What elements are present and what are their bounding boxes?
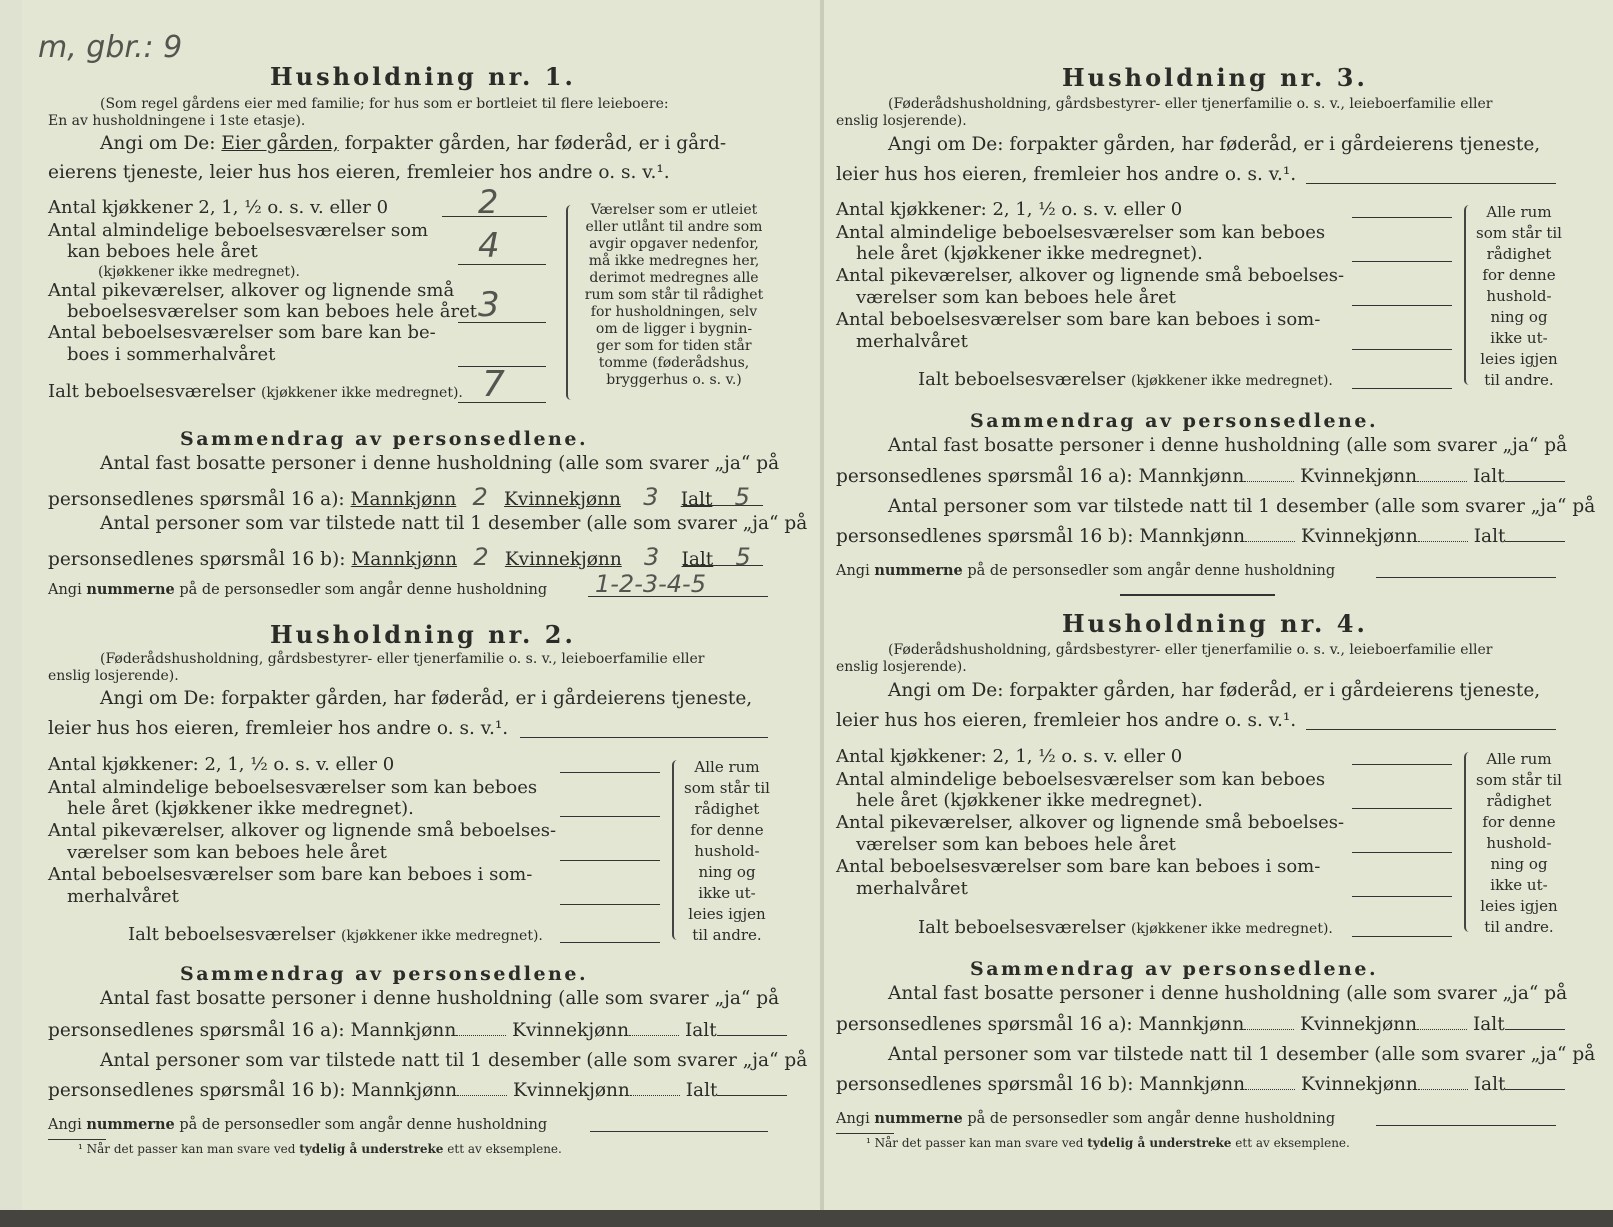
h2-side-brace — [672, 760, 682, 940]
side-line: leies igjen — [688, 905, 766, 923]
footnote-rule-left — [48, 1139, 106, 1140]
household-4-angi-line-2: leier hus hos eieren, fremleier hos andre o. s. v.¹. — [836, 710, 1297, 731]
household-2-title: Husholdning nr. 2. — [270, 620, 576, 649]
side-line: hushold- — [694, 842, 760, 860]
h1-summary-16a-line-2 — [48, 483, 766, 511]
h1-rooms-label-3: (kjøkkener ikke medregnet). — [98, 264, 300, 280]
h2-summer-rooms-label-1: Antal beboelsesværelser som bare kan beboes i som- — [48, 864, 533, 885]
footnote-text: Når det passer kan man svare ved — [86, 1142, 296, 1156]
side-line: rum som står til rådighet — [584, 287, 764, 303]
side-line: som står til — [1476, 224, 1562, 242]
h2-kitchens-label: Antal kjøkkener: 2, 1, ½ o. s. v. eller 0 — [48, 754, 395, 775]
footnote-text: ett av eksemplene. — [1235, 1136, 1350, 1150]
h2-summary-title: Sammendrag av personsedlene. — [180, 963, 589, 985]
h4-total-note: (kjøkkener ikke medregnet). — [1130, 921, 1333, 937]
side-line: Alle rum — [1486, 750, 1552, 768]
h1-rooms-field — [458, 264, 546, 265]
household-4-title: Husholdning nr. 4. — [1062, 609, 1368, 638]
h1-summary-16b-line-2 — [48, 543, 767, 571]
h3-summer-rooms-label-2: merhalvåret — [856, 331, 968, 352]
side-line: hushold- — [1486, 834, 1552, 852]
h3-summary-16a-line-2 — [836, 466, 1565, 487]
footnote-left — [78, 1142, 562, 1156]
h1-maid-rooms-label-2: beboelsesværelser som kan beboes hele året — [67, 301, 477, 322]
h3-total-rooms-label — [918, 369, 1333, 390]
h2-summary-16a-line-1: Antal fast bosatte personer i denne husholdning (alle som svarer „ja“ på — [100, 988, 780, 1009]
side-line: til andre. — [1484, 371, 1554, 389]
female-label: Kvinnekjønn — [512, 1020, 630, 1041]
side-line: for denne — [690, 821, 764, 839]
h1-16a-female-value: 3 — [643, 483, 659, 511]
h2-maid-rooms-label-1: Antal pikeværelser, alkover og lignende små beboelses- — [48, 820, 557, 841]
h4-summary-16a-line-2 — [836, 1014, 1565, 1035]
footnote-number: ¹ — [78, 1142, 83, 1156]
h3-kitchens-field — [1352, 217, 1452, 218]
handwritten-annotation: m, gbr.: 9 — [38, 30, 183, 65]
h1-16a-total-field — [683, 505, 763, 506]
side-line: som står til — [1476, 771, 1562, 789]
side-line: for husholdningen, selv — [590, 304, 758, 320]
h3-rooms-label-2: hele året (kjøkkener ikke medregnet). — [856, 243, 1203, 264]
side-line: må ikke medregnes her, — [588, 253, 760, 269]
household-3-note-1: (Føderådshusholdning, gårdsbestyrer- eller tjenerfamilie o. s. v., leieboerfamilie eller — [888, 96, 1493, 112]
h4-rooms-label-1: Antal almindelige beboelsesværelser som kan beboes — [836, 769, 1326, 790]
side-line: rådighet — [1486, 792, 1552, 810]
question-label: personsedlenes spørsmål 16 b): — [48, 1080, 346, 1101]
h1-total-value: 7 — [482, 364, 505, 405]
side-line: ger som for tiden står — [596, 338, 752, 354]
h4-side-brace — [1464, 752, 1474, 932]
h3-summer-rooms-field — [1352, 349, 1452, 350]
footnote-right — [866, 1136, 1350, 1150]
h2-rooms-label-2: hele året (kjøkkener ikke medregnet). — [67, 798, 414, 819]
numbers-description: på de personsedler som angår denne husholdning — [967, 1111, 1336, 1127]
h1-16b-female-value: 3 — [644, 543, 660, 571]
h4-maid-rooms-field — [1352, 852, 1452, 853]
total-label: Ialt — [1472, 466, 1505, 487]
angi-word: Angi — [48, 582, 82, 598]
h3-summary-title: Sammendrag av personsedlene. — [970, 410, 1379, 432]
h1-summary-title: Sammendrag av personsedlene. — [180, 428, 589, 450]
household-4-angi-line-1: Angi om De: forpakter gården, har føderåd, er i gårdeierens tjeneste, — [888, 680, 1541, 701]
h3-total-note: (kjøkkener ikke medregnet). — [1130, 373, 1333, 389]
footnote-rule-right — [836, 1133, 894, 1134]
h2-total-label: Ialt beboelsesværelser — [128, 924, 336, 945]
eier-garden-option: Eier gården, — [221, 133, 339, 154]
h3-rooms-field — [1352, 261, 1452, 262]
numbers-description: på de personsedler som angår denne husholdning — [967, 563, 1336, 579]
h4-person-numbers-label — [836, 1110, 1335, 1128]
h2-side-note — [684, 757, 770, 946]
side-line: leies igjen — [1480, 350, 1558, 368]
h3-kitchens-label: Antal kjøkkener: 2, 1, ½ o. s. v. eller 0 — [836, 199, 1183, 220]
h4-summary-16a-line-1: Antal fast bosatte personer i denne husholdning (alle som svarer „ja“ på — [888, 983, 1568, 1004]
angi-word: Angi — [836, 563, 870, 579]
h1-maid-rooms-label-1: Antal pikeværelser, alkover og lignende små — [48, 280, 455, 301]
h1-summer-rooms-label-2: boes i sommerhalvåret — [67, 344, 276, 365]
total-label: Ialt — [681, 549, 714, 570]
total-label: Ialt — [680, 489, 713, 510]
side-line: for denne — [1482, 266, 1556, 284]
h1-side-brace — [566, 205, 576, 400]
side-line: leies igjen — [1480, 897, 1558, 915]
household-2-note-1: (Føderådshusholdning, gårdsbestyrer- eller tjenerfamilie o. s. v., leieboerfamilie eller — [100, 651, 705, 667]
side-line: om de ligger i bygnin- — [595, 321, 753, 337]
h3-side-note — [1476, 202, 1562, 391]
h3-person-numbers-field — [1376, 577, 1556, 578]
h1-maid-rooms-value: 3 — [478, 285, 500, 325]
household-2-angi-line-1: Angi om De: forpakter gården, har føderåd, er i gårdeierens tjeneste, — [100, 688, 753, 709]
side-line: ikke ut- — [1490, 876, 1548, 894]
h3-summary-16a-line-1: Antal fast bosatte personer i denne husholdning (alle som svarer „ja“ på — [888, 435, 1568, 456]
household-1-angi-line-1 — [100, 133, 726, 154]
side-line: hushold- — [1486, 287, 1552, 305]
h3-maid-rooms-field — [1352, 305, 1452, 306]
h4-person-numbers-field — [1376, 1125, 1556, 1126]
side-line: Værelser som er utleiet — [590, 202, 758, 218]
male-label: Mannkjønn — [1138, 466, 1245, 487]
household-2-note-2: enslig losjerende). — [48, 668, 179, 684]
footnote-emphasis: tydelig å understreke — [299, 1142, 444, 1156]
h2-total-rooms-label — [128, 924, 543, 945]
h2-summary-16b-line-1: Antal personer som var tilstede natt til 1 desember (alle som svarer „ja“ på — [100, 1050, 808, 1071]
numbers-description: på de personsedler som angår denne husholdning — [179, 1117, 548, 1133]
h1-person-numbers-label — [48, 581, 547, 599]
h3-summary-16b-line-1: Antal personer som var tilstede natt til 1 desember (alle som svarer „ja“ på — [888, 496, 1596, 517]
h4-total-rooms-label — [918, 917, 1333, 938]
male-label: Mannkjønn — [1139, 1074, 1246, 1095]
household-4-note-1: (Føderådshusholdning, gårdsbestyrer- eller tjenerfamilie o. s. v., leieboerfamilie eller — [888, 642, 1493, 658]
side-line: som står til — [684, 779, 770, 797]
household-2-angi-line-2: leier hus hos eieren, fremleier hos andre o. s. v.¹. — [48, 718, 509, 739]
h4-side-note — [1476, 749, 1562, 938]
h4-summary-title: Sammendrag av personsedlene. — [970, 958, 1379, 980]
footnote-number: ¹ — [866, 1136, 871, 1150]
section-divider — [1120, 594, 1275, 596]
female-label: Kvinnekjønn — [504, 549, 622, 570]
household-1-note-1: (Som regel gårdens eier med familie; for hus som er bortleiet til flere leieboere: — [100, 96, 669, 112]
h2-angi-field — [520, 737, 768, 738]
household-1-title: Husholdning nr. 1. — [270, 62, 576, 91]
question-label: personsedlenes spørsmål 16 a): — [48, 1020, 345, 1041]
nummerne-word: nummerne — [86, 581, 175, 598]
h2-rooms-field — [560, 816, 660, 817]
h2-maid-rooms-label-2: værelser som kan beboes hele året — [67, 842, 387, 863]
question-label: personsedlenes spørsmål 16 b): — [48, 549, 346, 570]
total-label: Ialt — [1472, 1014, 1505, 1035]
household-3-angi-line-2: leier hus hos eieren, fremleier hos andre o. s. v.¹. — [836, 164, 1297, 185]
h3-total-field — [1352, 388, 1452, 389]
footnote-emphasis: tydelig å understreke — [1087, 1136, 1232, 1150]
h1-16b-male-value: 2 — [473, 543, 489, 571]
household-1-note-2: En av husholdningene i 1ste etasje). — [48, 113, 306, 129]
side-line: derimot medregnes alle — [589, 270, 759, 286]
page-fold — [820, 0, 824, 1227]
numbers-description: på de personsedler som angår denne husholdning — [179, 582, 548, 598]
h1-total-rooms-label — [48, 381, 463, 402]
h4-angi-field — [1306, 729, 1556, 730]
female-label: Kvinnekjønn — [1300, 1074, 1418, 1095]
h2-rooms-label-1: Antal almindelige beboelsesværelser som kan beboes — [48, 777, 538, 798]
side-line: bryggerhus o. s. v.) — [606, 372, 742, 388]
male-label: Mannkjønn — [351, 1080, 458, 1101]
h4-kitchens-field — [1352, 764, 1452, 765]
angi-options: forpakter gården, har føderåd, er i gård- — [344, 133, 727, 154]
h2-summary-16a-line-2 — [48, 1020, 787, 1041]
household-4-note-2: enslig losjerende). — [836, 659, 967, 675]
angi-label: Angi om De: — [100, 133, 216, 154]
h4-summer-rooms-label-1: Antal beboelsesværelser som bare kan beboes i som- — [836, 856, 1321, 877]
h4-rooms-label-2: hele året (kjøkkener ikke medregnet). — [856, 790, 1203, 811]
h4-total-label: Ialt beboelsesværelser — [918, 917, 1126, 938]
h1-rooms-value: 4 — [478, 226, 500, 266]
h2-summer-rooms-field — [560, 904, 660, 905]
question-label: personsedlenes spørsmål 16 a): — [836, 466, 1133, 487]
h4-summary-16b-line-2 — [836, 1074, 1565, 1095]
h3-total-label: Ialt beboelsesværelser — [918, 369, 1126, 390]
h2-summer-rooms-label-2: merhalvåret — [67, 886, 179, 907]
side-line: ikke ut- — [698, 884, 756, 902]
male-label: Mannkjønn — [1139, 526, 1246, 547]
h1-summary-16b-line-1: Antal personer som var tilstede natt til 1 desember (alle som svarer „ja“ på — [100, 513, 808, 534]
h1-16b-total-value: 5 — [735, 543, 751, 571]
h4-summer-rooms-label-2: merhalvåret — [856, 878, 968, 899]
h1-16a-male-value: 2 — [472, 483, 488, 511]
total-label: Ialt — [684, 1020, 717, 1041]
side-line: Alle rum — [1486, 203, 1552, 221]
household-3-note-2: enslig losjerende). — [836, 113, 967, 129]
household-1-angi-line-2: eierens tjeneste, leier hus hos eieren, fremleier hos andre o. s. v.¹. — [48, 162, 670, 183]
male-label: Mannkjønn — [350, 1020, 457, 1041]
h1-kitchens-value: 2 — [478, 183, 499, 221]
h2-person-numbers-field — [590, 1131, 768, 1132]
h3-angi-field — [1306, 183, 1556, 184]
footnote-text: ett av eksemplene. — [447, 1142, 562, 1156]
h3-summer-rooms-label-1: Antal beboelsesværelser som bare kan beboes i som- — [836, 309, 1321, 330]
h3-summary-16b-line-2 — [836, 526, 1565, 547]
angi-word: Angi — [836, 1111, 870, 1127]
h1-summary-16a-line-1: Antal fast bosatte personer i denne husholdning (alle som svarer „ja“ på — [100, 453, 780, 474]
side-line: for denne — [1482, 813, 1556, 831]
scan-edge — [0, 1210, 1613, 1227]
h3-maid-rooms-label-2: værelser som kan beboes hele året — [856, 287, 1176, 308]
h4-maid-rooms-label-1: Antal pikeværelser, alkover og lignende små beboelses- — [836, 812, 1345, 833]
h3-person-numbers-label — [836, 562, 1335, 580]
h4-summer-rooms-field — [1352, 896, 1452, 897]
female-label: Kvinnekjønn — [512, 1080, 630, 1101]
side-line: Alle rum — [694, 758, 760, 776]
female-label: Kvinnekjønn — [504, 489, 621, 510]
h1-total-label: Ialt beboelsesværelser — [48, 381, 256, 402]
h3-maid-rooms-label-1: Antal pikeværelser, alkover og lignende små beboelses- — [836, 265, 1345, 286]
total-label: Ialt — [1473, 526, 1506, 547]
nummerne-word: nummerne — [86, 1116, 175, 1133]
h1-total-note: (kjøkkener ikke medregnet). — [260, 385, 463, 401]
h2-total-field — [560, 942, 660, 943]
h2-kitchens-field — [560, 772, 660, 773]
nummerne-word: nummerne — [874, 1110, 963, 1127]
side-line: ning og — [698, 863, 756, 881]
h1-person-numbers-value: 1-2-3-4-5 — [595, 570, 706, 598]
question-label: personsedlenes spørsmål 16 b): — [836, 526, 1134, 547]
side-line: ning og — [1490, 308, 1548, 326]
h1-maid-rooms-field — [458, 322, 546, 323]
side-line: tomme (føderådshus, — [598, 355, 750, 371]
h3-side-brace — [1464, 205, 1474, 385]
side-line: rådighet — [694, 800, 760, 818]
h1-rooms-label-1: Antal almindelige beboelsesværelser som — [48, 220, 429, 241]
h2-total-note: (kjøkkener ikke medregnet). — [340, 928, 543, 944]
side-line: til andre. — [1484, 918, 1554, 936]
male-label: Mannkjønn — [351, 549, 458, 570]
h3-rooms-label-1: Antal almindelige beboelsesværelser som kan beboes — [836, 222, 1326, 243]
h2-summary-16b-line-2 — [48, 1080, 787, 1101]
h1-16b-total-field — [683, 565, 763, 566]
angi-word: Angi — [48, 1117, 82, 1133]
h2-maid-rooms-field — [560, 860, 660, 861]
h4-kitchens-label: Antal kjøkkener: 2, 1, ½ o. s. v. eller 0 — [836, 746, 1183, 767]
footnote-text: Når det passer kan man svare ved — [874, 1136, 1084, 1150]
female-label: Kvinnekjønn — [1300, 526, 1418, 547]
total-label: Ialt — [685, 1080, 718, 1101]
h4-summary-16b-line-1: Antal personer som var tilstede natt til 1 desember (alle som svarer „ja“ på — [888, 1044, 1596, 1065]
question-label: personsedlenes spørsmål 16 a): — [836, 1014, 1133, 1035]
question-label: personsedlenes spørsmål 16 a): — [48, 489, 345, 510]
h4-total-field — [1352, 936, 1452, 937]
female-label: Kvinnekjønn — [1300, 1014, 1418, 1035]
nummerne-word: nummerne — [874, 562, 963, 579]
side-line: eller utlånt til andre som — [585, 219, 763, 235]
side-line: ning og — [1490, 855, 1548, 873]
side-line: til andre. — [692, 926, 762, 944]
h1-side-note — [580, 202, 768, 389]
side-line: rådighet — [1486, 245, 1552, 263]
h1-kitchens-label: Antal kjøkkener 2, 1, ½ o. s. v. eller 0 — [48, 197, 389, 218]
female-label: Kvinnekjønn — [1300, 466, 1418, 487]
h4-rooms-field — [1352, 808, 1452, 809]
side-line: avgir opgaver nedenfor, — [589, 236, 759, 252]
household-3-angi-line-1: Angi om De: forpakter gården, har føderåd, er i gårdeierens tjeneste, — [888, 134, 1541, 155]
h2-person-numbers-label — [48, 1116, 547, 1134]
h1-16a-total-value: 5 — [734, 483, 750, 511]
h1-summer-rooms-label-1: Antal beboelsesværelser som bare kan be- — [48, 322, 436, 343]
question-label: personsedlenes spørsmål 16 b): — [836, 1074, 1134, 1095]
male-label: Mannkjønn — [350, 489, 457, 510]
household-3-title: Husholdning nr. 3. — [1062, 63, 1368, 92]
male-label: Mannkjønn — [1138, 1014, 1245, 1035]
h1-rooms-label-2: kan beboes hele året — [67, 241, 258, 262]
h4-maid-rooms-label-2: værelser som kan beboes hele året — [856, 834, 1176, 855]
side-line: ikke ut- — [1490, 329, 1548, 347]
total-label: Ialt — [1473, 1074, 1506, 1095]
